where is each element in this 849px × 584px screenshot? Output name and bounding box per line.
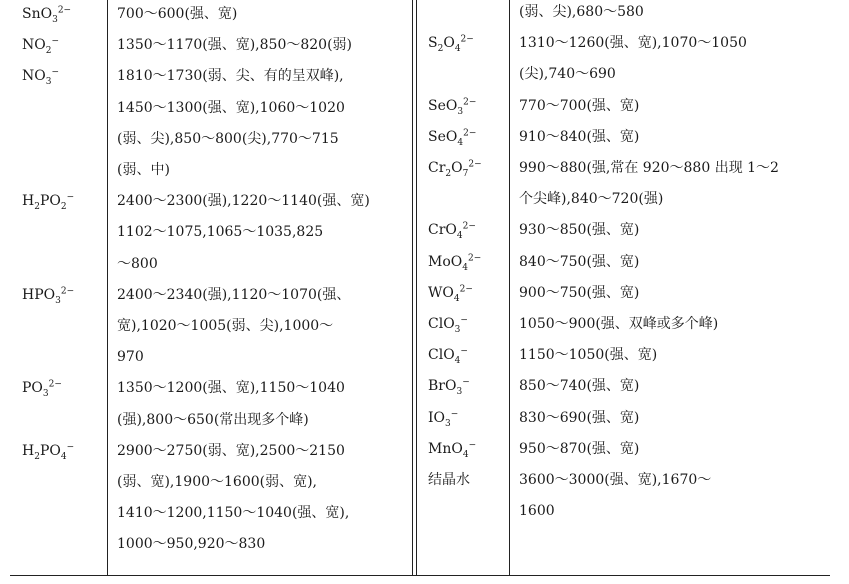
ion-symbol: PO — [39, 442, 61, 459]
absorption-value-line: 1050～900(强、双峰或多个峰) — [519, 316, 719, 332]
ion-symbol: ClO — [428, 347, 455, 364]
ion-symbol: CrO — [428, 222, 457, 239]
ion-symbol: HPO — [22, 286, 56, 303]
ion-subscript: 4 — [60, 451, 67, 462]
ion-charge: 2− — [467, 252, 482, 263]
absorption-value-line: 700～600(强、宽) — [117, 6, 238, 22]
absorption-value-line: 1450～1300(强、宽),1060～1020 — [117, 99, 345, 116]
ion-symbol: H — [22, 193, 35, 210]
absorption-value-line: 840～750(强、宽) — [519, 253, 640, 270]
ion-charge: − — [460, 346, 468, 357]
ion-charge: − — [66, 192, 75, 203]
absorption-value-line: 910～840(强、宽) — [519, 128, 640, 145]
ion-formula — [22, 191, 74, 211]
ion-formula — [428, 376, 470, 396]
ion-subscript: 3 — [42, 389, 49, 400]
ion-formula — [428, 158, 482, 178]
absorption-value-line: 1410～1200,1150～1040(强、宽), — [117, 505, 350, 522]
ion-subscript: 4 — [454, 43, 461, 54]
left-column-divider — [107, 0, 108, 575]
absorption-value-line: 770～700(强、宽) — [519, 97, 640, 114]
ion-symbol: NO — [22, 68, 46, 85]
absorption-value-line: 2900～2750(弱、宽),2500～2150 — [117, 442, 345, 459]
ion-formula — [428, 220, 476, 240]
ion-formula — [428, 252, 481, 272]
absorption-value-line: 970 — [117, 349, 144, 366]
ion-subscript: 3 — [457, 106, 464, 117]
absorption-value-line: (弱、宽),1900～1600(弱、宽), — [117, 474, 318, 490]
ion-formula — [428, 408, 458, 428]
absorption-value-line: (弱、尖),850～800(尖),770～715 — [117, 130, 339, 147]
ion-formula — [428, 33, 474, 53]
ion-subscript: 2 — [34, 451, 40, 462]
ion-formula — [22, 441, 74, 461]
ion-symbol: O — [443, 35, 455, 52]
ion-subscript: 3 — [456, 387, 463, 398]
ion-symbol: H — [22, 442, 35, 459]
absorption-value-line: 850～740(强、宽) — [519, 378, 640, 395]
absorption-value-line: ～800 — [117, 255, 158, 272]
ion-formula — [428, 439, 476, 459]
center-divider-b — [416, 0, 417, 575]
ion-formula — [428, 470, 470, 490]
absorption-value-line: 830～690(强、宽) — [519, 409, 640, 426]
absorption-value-line: 3600～3000(强、宽),1670～ — [519, 472, 712, 488]
ion-charge: − — [66, 442, 75, 453]
ion-charge: 2− — [463, 96, 477, 107]
ion-symbol: WO — [428, 284, 454, 301]
ion-charge: − — [468, 440, 477, 451]
absorption-value-line: (尖),740～690 — [519, 66, 616, 83]
absorption-value-line: 950～870(强、宽) — [519, 440, 640, 457]
ion-subscript: 2 — [45, 45, 52, 56]
ion-subscript: 3 — [45, 77, 52, 88]
ion-subscript: 4 — [453, 293, 460, 304]
ion-subscript: 7 — [462, 168, 469, 179]
absorption-value-line: 1000～950,920～830 — [117, 536, 266, 553]
ion-symbol: SnO — [22, 6, 53, 22]
absorption-value-line: 1102～1075,1065～1035,825 — [117, 224, 324, 241]
ion-symbol: SeO — [428, 97, 458, 114]
absorption-value-line: 1810～1730(弱、尖、有的呈双峰), — [117, 68, 344, 85]
absorption-value-line: 1310～1260(强、宽),1070～1050 — [519, 35, 747, 52]
ion-subscript: 3 — [52, 14, 58, 25]
ion-formula — [22, 35, 59, 55]
ion-subscript: 2 — [437, 43, 444, 54]
absorption-value-line: 1350～1170(强、宽),850～820(弱) — [117, 37, 352, 54]
right-column-divider — [509, 0, 510, 575]
ion-formula — [22, 66, 59, 86]
ion-symbol: IO — [428, 409, 446, 426]
ion-formula — [22, 285, 74, 305]
ion-charge: − — [450, 408, 459, 419]
ion-subscript: 4 — [457, 137, 464, 148]
bottom-rule — [10, 575, 830, 576]
ion-charge: 2− — [48, 379, 62, 390]
ion-symbol: O — [451, 160, 463, 176]
ion-charge: − — [51, 36, 60, 47]
ion-formula — [428, 283, 473, 303]
ion-symbol: MoO — [428, 253, 463, 270]
absorption-value-line: 2400～2340(强),1120～1070(强、 — [117, 286, 351, 303]
ion-subscript: 4 — [456, 231, 463, 242]
ion-symbol: PO — [39, 193, 61, 210]
ion-charge: 2− — [60, 286, 75, 297]
ion-subscript: 2 — [445, 168, 452, 179]
absorption-value-line: 2400～2300(强),1220～1140(强、宽) — [117, 193, 370, 210]
absorption-value-line: 930～850(强、宽) — [519, 222, 640, 239]
ion-charge: − — [460, 315, 468, 326]
ion-symbol: ClO — [428, 316, 455, 332]
ion-formula — [428, 345, 468, 365]
ion-formula — [428, 96, 476, 116]
absorption-value-line: (强),800～650(常出现多个峰) — [117, 411, 309, 428]
ion-formula — [428, 127, 476, 147]
absorption-value-line: 900～750(强、宽) — [519, 284, 640, 301]
ion-formula — [428, 314, 468, 334]
ion-charge: 2− — [57, 5, 72, 16]
ion-charge: 2− — [462, 221, 476, 232]
ion-charge: − — [462, 377, 470, 388]
absorption-value-line: 990～880(强,常在 920～880 出现 1～2 — [519, 160, 779, 176]
ion-subscript: 4 — [462, 262, 468, 273]
absorption-value-line: (弱、尖),680～580 — [519, 4, 644, 20]
ion-subscript: 3 — [55, 295, 61, 306]
ion-subscript: 2 — [60, 201, 67, 212]
ion-symbol: BrO — [428, 378, 457, 395]
absorption-value-line: 1150～1050(强、宽) — [519, 347, 658, 364]
ion-charge: 2− — [468, 159, 482, 170]
absorption-value-line: (弱、中) — [117, 162, 170, 178]
absorption-value-line: 个尖峰),840～720(强) — [519, 191, 664, 208]
ion-subscript: 4 — [462, 449, 469, 460]
ion-symbol: SeO — [428, 128, 458, 145]
ion-symbol: Cr — [428, 160, 446, 176]
ion-symbol: PO — [22, 380, 43, 397]
ion-subscript: 2 — [34, 201, 40, 212]
ion-formula — [22, 4, 71, 24]
ion-charge: 2− — [463, 128, 477, 139]
ion-formula — [22, 378, 62, 398]
ion-label: 结晶水 — [428, 472, 470, 488]
absorption-value-line: 1600 — [519, 503, 555, 520]
ion-charge: 2− — [460, 34, 474, 45]
ion-symbol: S — [428, 35, 438, 52]
absorption-value-line: 1350～1200(强、宽),1150～1040 — [117, 380, 345, 397]
ion-symbol: NO — [22, 37, 46, 54]
ion-subscript: 4 — [454, 355, 461, 366]
ion-subscript: 3 — [454, 324, 461, 335]
ion-charge: − — [51, 67, 60, 78]
center-divider-a — [412, 0, 413, 575]
absorption-value-line: 宽),1020～1005(弱、尖),1000～ — [117, 318, 334, 334]
ion-symbol: MnO — [428, 440, 463, 457]
ion-charge: 2− — [459, 284, 473, 295]
ion-subscript: 3 — [445, 418, 451, 429]
